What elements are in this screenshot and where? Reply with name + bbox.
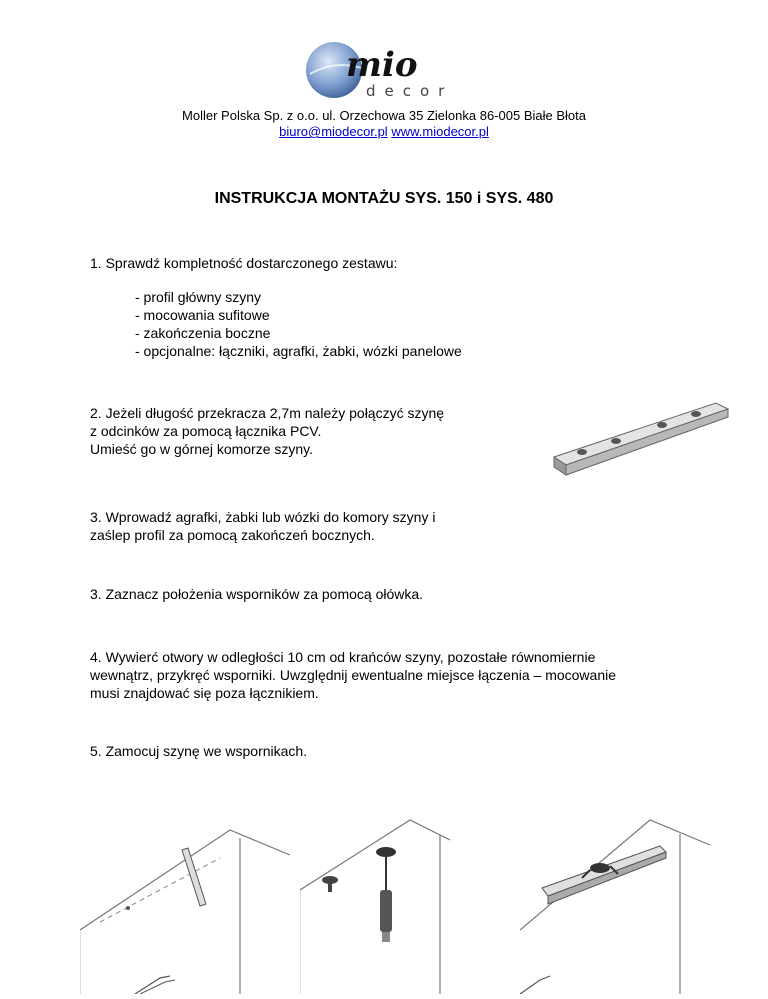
step-1: 1. Sprawdź kompletność dostarczonego zestawu: (90, 255, 398, 271)
kit-items-list (135, 288, 462, 360)
step-4 (90, 648, 616, 702)
rail-mounting-illustration (520, 800, 720, 994)
list-item: - opcjonalne: łączniki, agrafki, żabki, wózki panelowe (135, 343, 462, 359)
logo-word: mio (346, 45, 418, 85)
contact-links (0, 124, 768, 140)
drilling-illustration (300, 800, 460, 994)
step-4-line: wewnątrz, przykręć wsporniki. Uwzględnij ewentualne miejsce łączenia – mocowanie (90, 667, 617, 683)
list-item: - profil główny szyny (135, 289, 262, 305)
step-4-line: 4. Wywierć otwory w odległości 10 cm od krańców szyny, pozostałe równomiernie (90, 649, 596, 665)
step-4-line: musi znajdować się poza łącznikiem. (90, 685, 319, 701)
logo-subword: decor (366, 82, 454, 100)
marking-illustration (80, 800, 300, 994)
step-3a-line: zaślep profil za pomocą zakończeń bocznych. (90, 527, 375, 543)
step-5: 5. Zamocuj szynę we wspornikach. (90, 743, 308, 759)
company-address: Moller Polska Sp. z o.o. ul. Orzechowa 35 Zielonka 86-005 Białe Błota (182, 108, 586, 123)
list-item: - zakończenia boczne (135, 325, 271, 341)
step-3-mark: 3. Zaznacz położenia wsporników za pomocą ołówka. (90, 586, 424, 602)
pvc-connector-illustration (544, 395, 734, 485)
step-3-insert (90, 508, 435, 544)
document-title: INSTRUKCJA MONTAŻU SYS. 150 i SYS. 480 (214, 190, 554, 207)
step-3a-line: 3. Wprowadź agrafki, żabki lub wózki do komory szyny i (90, 509, 436, 525)
step-2-line: Umieść go w górnej komorze szyny. (90, 441, 314, 457)
website-link[interactable]: www.miodecor.pl (391, 124, 489, 139)
email-link[interactable]: biuro@miodecor.pl (279, 124, 388, 139)
list-item: - mocowania sufitowe (135, 307, 270, 323)
mio-decor-logo (304, 40, 472, 100)
step-2-line: 2. Jeżeli długość przekracza 2,7m należy połączyć szynę (90, 405, 445, 421)
step-2 (90, 404, 444, 458)
step-2-line: z odcinków za pomocą łącznika PCV. (90, 423, 322, 439)
